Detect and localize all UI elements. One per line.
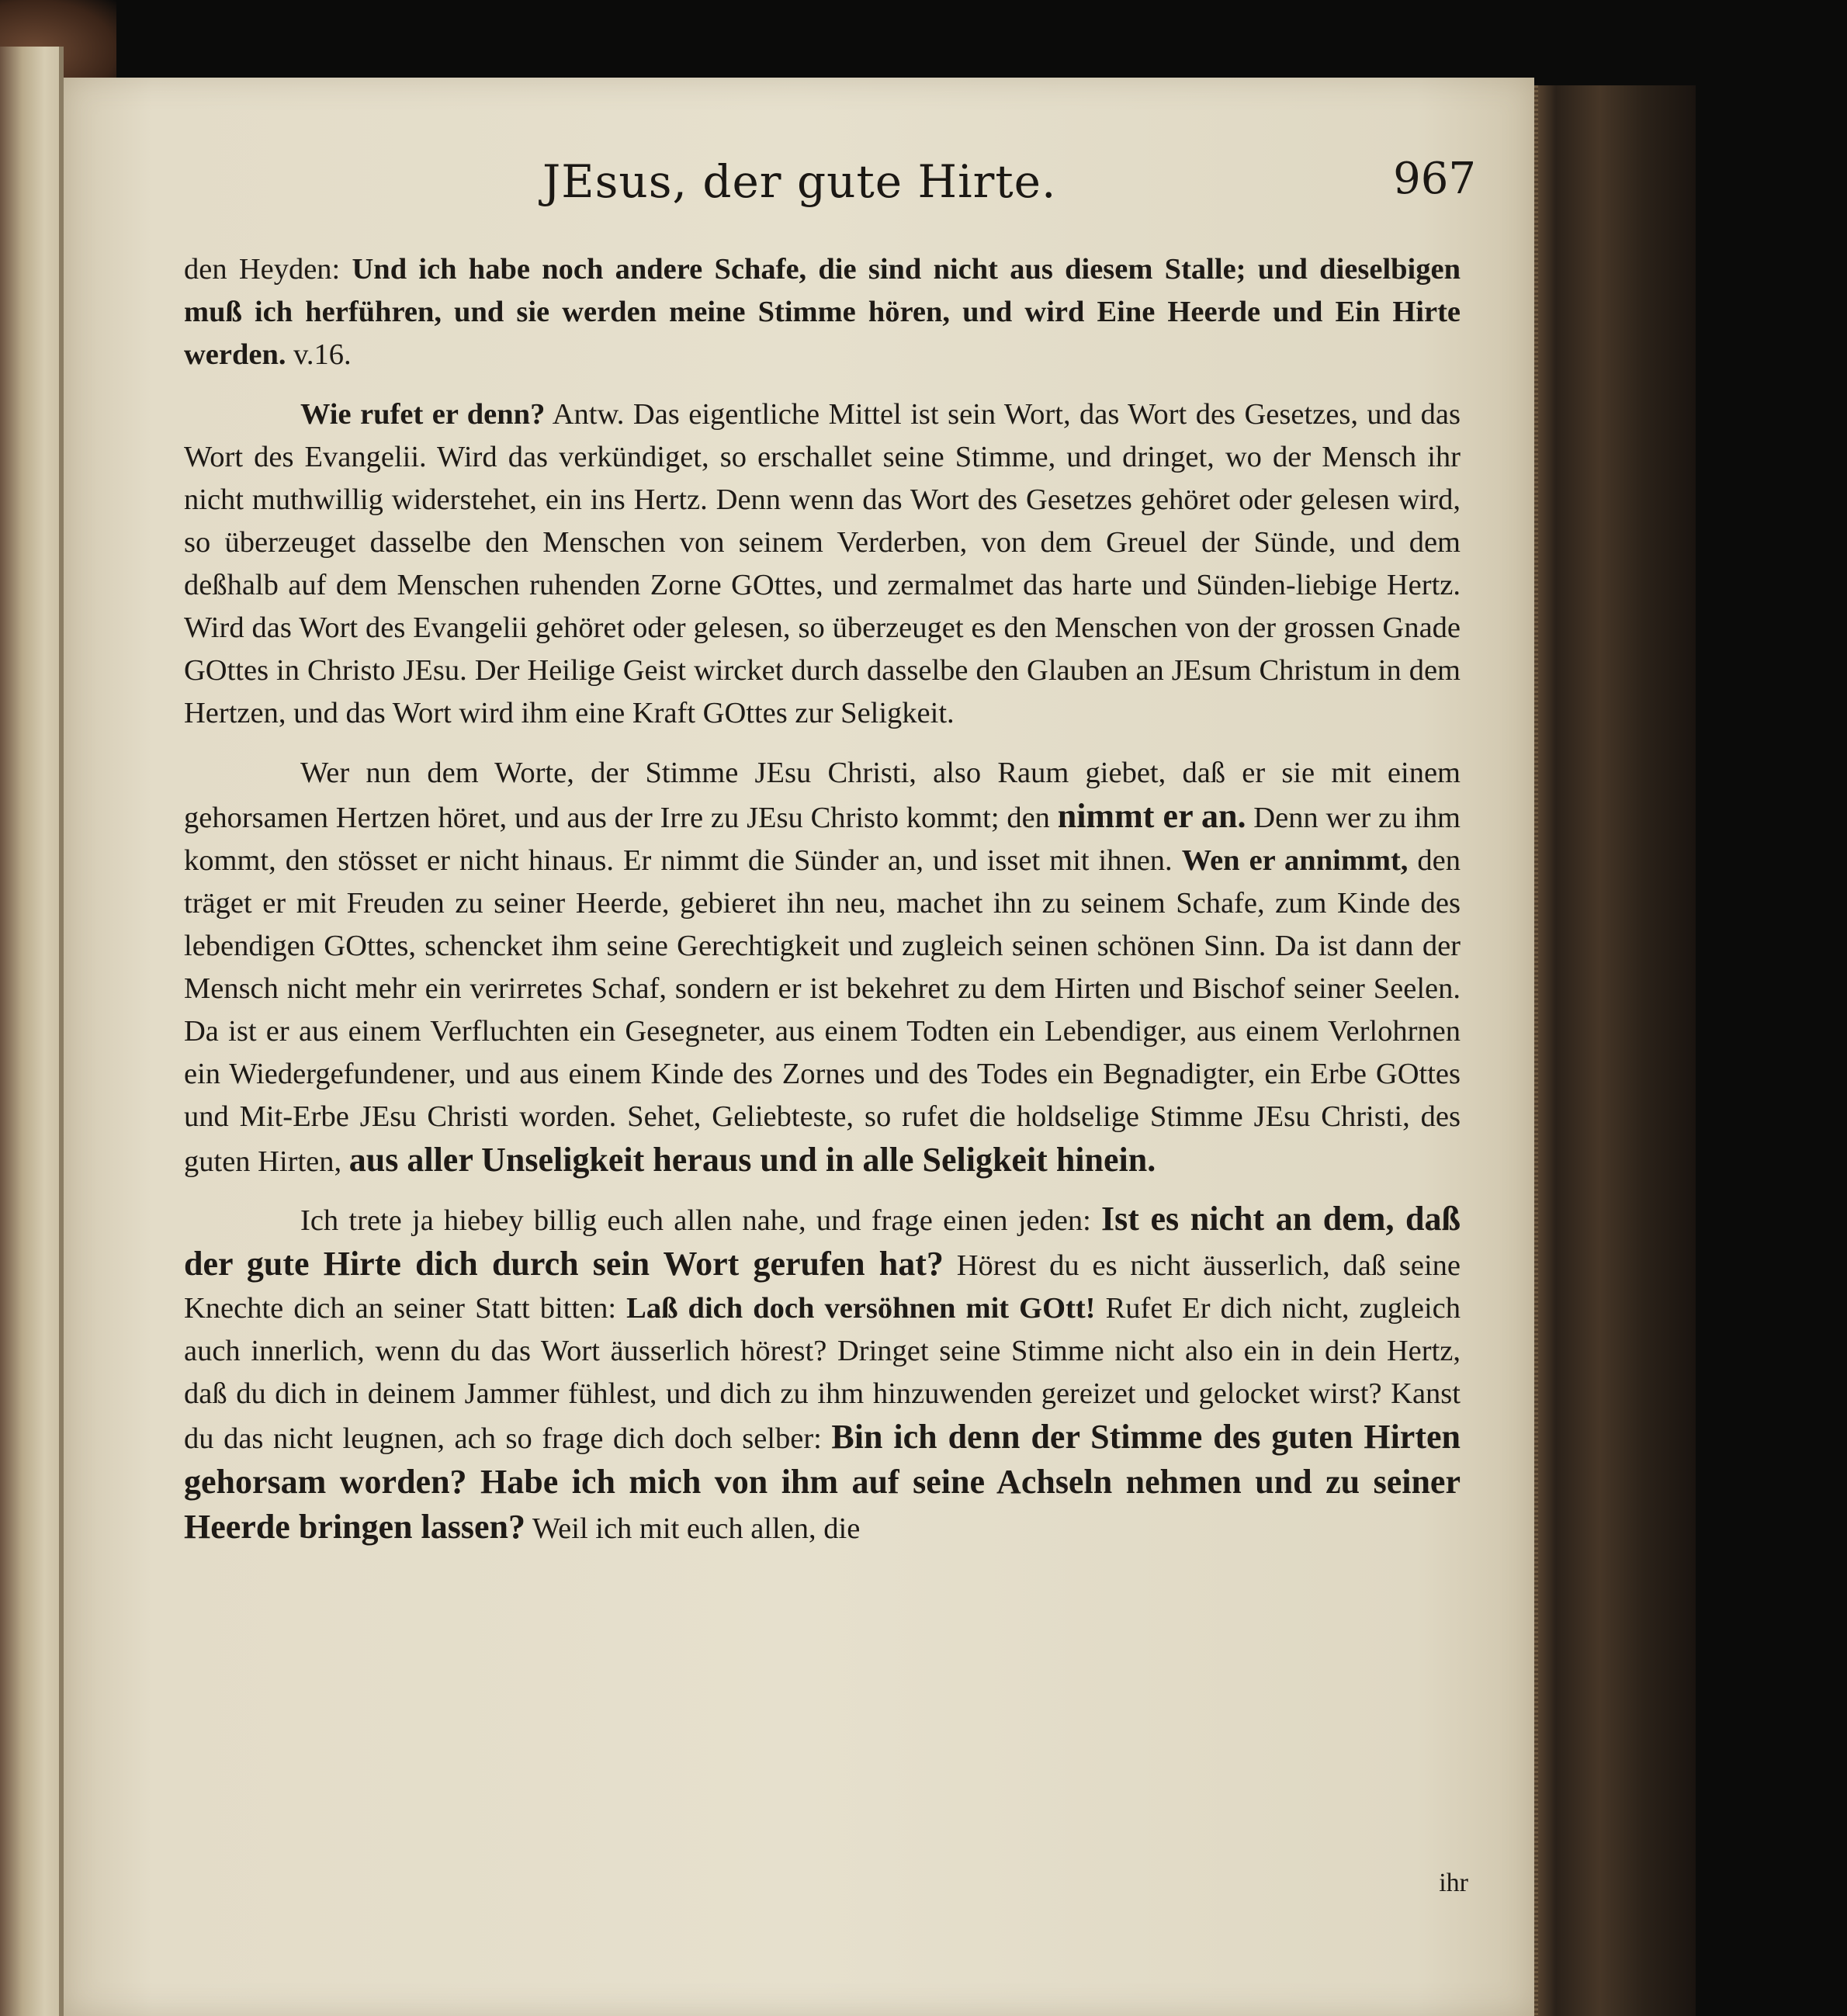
emphasis-run: Wen er annimmt, (1181, 844, 1409, 877)
facing-page-edge (0, 47, 64, 2016)
text-run: den Heyden: (184, 253, 352, 286)
paragraph-1 (184, 248, 1461, 376)
page-content (184, 154, 1476, 1897)
text-run: den träget er mit Freuden zu seiner Heerde, gebieret ihn neu, machet ihn zu seinem Schafe, zum Kinde des lebendigen GOttes, schencket ihm seine Gerechtigkeit und zugleich seinen schönen Sinn. Da ist dann der Mensch nicht mehr ein verirretes Schaf, sondern er ist bekehret zu dem Hirten und Bischof seiner Seelen. Da ist er aus einem Verfluchten ein Gesegneter, aus einem Todten ein Lebendiger, aus einem Verlohrnen ein Wiedergefundener, und aus einem Kinde des Zornes und des Todes ein Begnadigter, ein Erbe GOttes und Mit-Erbe JEsu Christi worden. Sehet, Geliebteste, so rufet die holdselige Stimme JEsu Christi, des guten Hirten, (184, 844, 1461, 1178)
text-run: Wer nun dem Worte, der Stimme JEsu Christi, also Raum giebet, daß er sie mit einem gehorsamen Hertzen höret, und aus der Irre zu JEsu Christo kommt; den (184, 757, 1461, 834)
paragraph-2 (184, 393, 1461, 735)
page-header (184, 154, 1476, 248)
emphasis-run: Ist es nicht an dem, daß der gute Hirte dich durch sein Wort gerufen hat? (184, 1200, 1461, 1283)
text-run: Ich trete ja hiebey billig euch allen nahe, und frage einen jeden: (300, 1204, 1102, 1237)
book-page (64, 78, 1534, 2016)
emphasis-run: Laß dich doch versöhnen mit GOtt! (626, 1292, 1096, 1325)
paragraph-4 (184, 1197, 1461, 1550)
page-number: 967 (1393, 154, 1476, 204)
emphasis-run: nimmt er an. (1057, 797, 1246, 835)
question-lead: Wie rufet er denn? (300, 398, 546, 431)
text-run: Hörest du es nicht äusserlich, daß seine Knechte dich an seiner Statt bitten: (184, 1249, 1461, 1325)
text-run: Weil ich mit euch allen, die (525, 1512, 861, 1545)
catchword: ihr (1439, 1869, 1468, 1897)
text-run: Denn wer zu ihm kommt, den stösset er nicht hinaus. Er nimmt die Sünder an, und isset mit ihnen. (184, 802, 1461, 877)
paragraph-3 (184, 752, 1461, 1183)
text-run: Antw. Das eigentliche Mittel ist sein Wort, das Wort des Gesetzes, und das Wort des Evangelii. Wird das verkündiget, so erschallet seine Stimme, und dringet, wo der Mensch ihr nicht muthwillig widerstehet, ein ins Hertz. Denn wenn das Wort des Gesetzes gehöret oder gelesen wird, so überzeuget dasselbe den Menschen von seinem Verderben, von dem Greuel der Sünde, und dem deßhalb auf dem Menschen ruhenden Zorne GOttes, und zermalmet das harte und Sünden-liebige Hertz. Wird das Wort des Evangelii gehöret oder gelesen, so überzeuget es den Menschen von der grossen Gnade GOttes in Christo JEsu. Der Heilige Geist wircket durch dasselbe den Glauben an JEsum Christum in dem Hertzen, und das Wort wird ihm eine Kraft GOttes zur Seligkeit. (184, 398, 1461, 729)
emphasis-run: aus aller Unseligkeit heraus und in alle Seligkeit hinein. (348, 1141, 1156, 1179)
text-run: Rufet Er dich nicht, zugleich auch innerlich, wenn du das Wort äusserlich hörest? Dringet seine Stimme nicht also ein in dein Hertz, daß du dich in deinem Jammer fühlest, und dich zu ihm hinzuwenden gereizet und gelocket wirst? Kanst du das nicht leugnen, ach so frage dich doch selber: (184, 1292, 1461, 1455)
verse-reference: v.16. (286, 338, 352, 371)
running-title: JEsus, der gute Hirte. (542, 155, 1057, 208)
emphasis-run: Bin ich denn der Stimme des guten Hirten gehorsam worden? Habe ich mich von ihm auf seine Achseln nehmen und zu seiner Heerde bringen lassen? (184, 1418, 1461, 1546)
book-fore-edge (1521, 85, 1696, 2016)
scripture-quote: Und ich habe noch andere Schafe, die sind nicht aus diesem Stalle; und dieselbigen muß ich herführen, und sie werden meine Stimme hören, und wird Eine Heerde und Ein Hirte werden. (184, 253, 1461, 371)
